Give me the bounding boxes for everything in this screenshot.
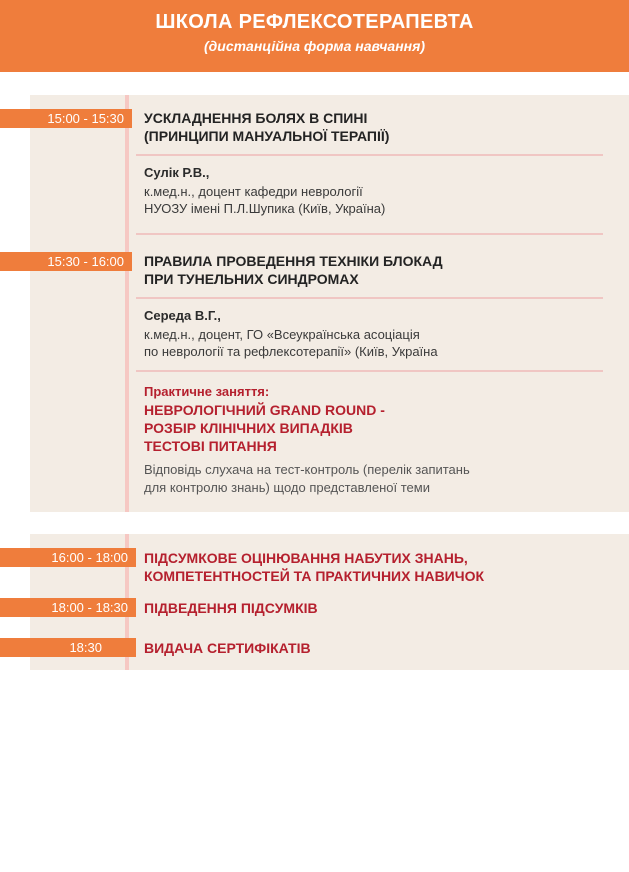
- closing-title: ВИДАЧА СЕРТИФІКАТІВ: [144, 640, 311, 656]
- practical-label: Практичне заняття:: [144, 384, 270, 399]
- closing-title: ПІДСУМКОВЕ ОЦІНЮВАННЯ НАБУТИХ ЗНАНЬ, КОМПЕТЕНТНОСТЕЙ ТА ПРАКТИЧНИХ НАВИЧОК: [144, 550, 485, 584]
- speaker-name: Сулік Р.В.,: [144, 165, 210, 180]
- divider: [136, 297, 603, 299]
- time-badge: 18:30: [0, 638, 136, 657]
- practical-title: НЕВРОЛОГІЧНИЙ GRAND ROUND - РОЗБІР КЛІНІЧНИХ ВИПАДКІВ ТЕСТОВІ ПИТАННЯ: [144, 402, 385, 454]
- session-title: ПРАВИЛА ПРОВЕДЕННЯ ТЕХНІКИ БЛОКАД ПРИ ТУНЕЛЬНИХ СИНДРОМАХ: [144, 253, 443, 287]
- divider: [136, 233, 603, 235]
- speaker-info: к.мед.н., доцент, ГО «Всеукраїнська асоціація по неврології та рефлексотерапії» (Київ, Україна: [144, 327, 438, 359]
- page-header: [0, 0, 629, 72]
- time-badge: 16:00 - 18:00: [0, 548, 136, 567]
- page-subtitle: (дистанційна форма навчання): [203, 38, 426, 54]
- divider: [136, 370, 603, 372]
- time-badge: 15:30 - 16:00: [0, 252, 132, 271]
- closing-title: ПІДВЕДЕННЯ ПІДСУМКІВ: [144, 600, 318, 616]
- speaker-info: к.мед.н., доцент кафедри неврології НУОЗУ імені П.Л.Шупика (Київ, Україна): [144, 184, 386, 216]
- time-badge: 18:00 - 18:30: [0, 598, 136, 617]
- practical-description: Відповідь слухача на тест-контроль (перелік запитань для контролю знань) щодо представленої теми: [144, 462, 470, 495]
- page-title: ШКОЛА РЕФЛЕКСОТЕРАПЕВТА: [155, 11, 474, 33]
- timeline-line: [125, 95, 129, 512]
- session-title: УСКЛАДНЕННЯ БОЛЯХ В СПИНІ (ПРИНЦИПИ МАНУАЛЬНОЇ ТЕРАПІЇ): [144, 110, 390, 144]
- divider: [136, 154, 603, 156]
- time-badge: 15:00 - 15:30: [0, 109, 132, 128]
- speaker-name: Середа В.Г.,: [144, 308, 221, 323]
